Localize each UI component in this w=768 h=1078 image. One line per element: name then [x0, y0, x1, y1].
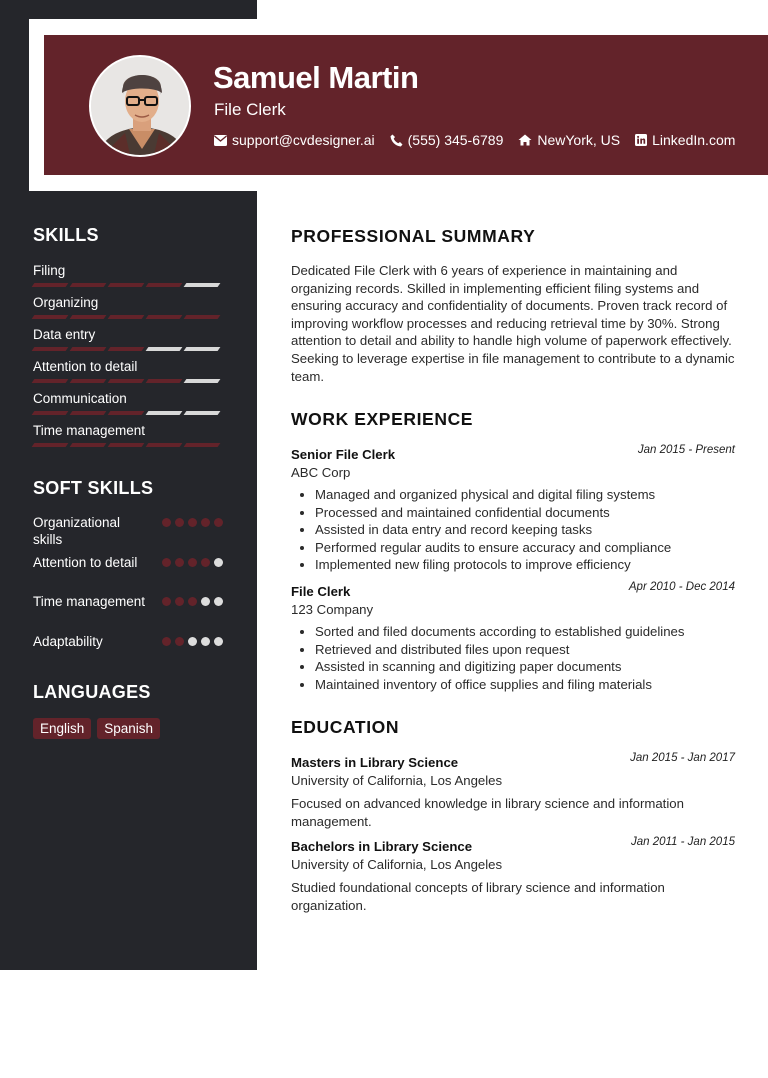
skill-level-segment [32, 443, 69, 447]
rating-dot [162, 518, 171, 527]
rating-dot [188, 558, 197, 567]
rating-dot [162, 597, 171, 606]
skill-item [33, 262, 223, 294]
skill-label: Communication [33, 391, 127, 406]
skill-level-segment [70, 283, 107, 287]
experience-title: WORK EXPERIENCE [291, 409, 474, 429]
rating-dot [175, 558, 184, 567]
skill-level-segment [32, 379, 69, 383]
profile-photo-icon [91, 57, 191, 157]
skill-level-segment [184, 347, 221, 351]
job-bullet: • Maintained inventory of office supplies and filing materials [315, 676, 735, 694]
skill-level-segment [108, 347, 145, 351]
contact-linkedin-text: LinkedIn.com [652, 132, 736, 148]
rating-dot [188, 597, 197, 606]
skill-level-segment [146, 379, 183, 383]
contact-location [518, 132, 620, 148]
skill-level-segment [146, 347, 183, 351]
skill-level-bar [33, 411, 223, 415]
rating-dot [201, 518, 210, 527]
skill-level-segment [108, 411, 145, 415]
rating-dot [188, 518, 197, 527]
job-title: File Clerk [291, 584, 351, 599]
skill-level-segment [70, 347, 107, 351]
degree-description: Studied foundational concepts of library science and information organization. [291, 880, 665, 913]
rating-dot [201, 637, 210, 646]
job-entry [291, 583, 735, 693]
job-entry [291, 446, 735, 574]
skill-level-bar [33, 379, 223, 383]
soft-skill-rating [162, 554, 223, 593]
soft-skill-label: Adaptability [33, 634, 103, 649]
skill-label: Attention to detail [33, 359, 138, 374]
degree-title: Masters in Library Science [291, 755, 459, 770]
soft-skill-item [33, 514, 223, 554]
skill-level-bar [33, 283, 223, 287]
skill-level-segment [108, 283, 145, 287]
soft-skill-label: Time management [33, 594, 146, 609]
language-chip: Spanish [97, 718, 160, 739]
skill-level-segment [184, 315, 221, 319]
soft-skills-title: SOFT SKILLS [33, 478, 154, 498]
job-bullet: • Processed and maintained confidential documents [315, 504, 735, 522]
job-company: ABC Corp [291, 465, 351, 480]
soft-skill-label: Attention to detail [33, 555, 138, 570]
skill-level-segment [146, 411, 183, 415]
skill-level-segment [32, 411, 69, 415]
skill-level-segment [184, 283, 221, 287]
soft-skill-label: Organizational skills [33, 515, 121, 547]
education-title: EDUCATION [291, 717, 400, 737]
job-bullet: • Managed and organized physical and digital filing systems [315, 486, 735, 504]
job-bullet: • Implemented new filing protocols to improve efficiency [315, 556, 735, 574]
school-name: University of California, Los Angeles [291, 857, 503, 872]
skill-item [33, 422, 223, 454]
skill-level-segment [32, 315, 69, 319]
rating-dot [214, 597, 223, 606]
envelope-icon [214, 135, 227, 146]
skill-level-segment [70, 443, 107, 447]
soft-skill-rating [162, 593, 223, 633]
skill-label: Data entry [33, 327, 96, 342]
contact-phone-text: (555) 345-6789 [407, 132, 504, 148]
skill-level-bar [33, 443, 223, 447]
job-bullet: • Sorted and filed documents according to established guidelines [315, 623, 735, 641]
skill-level-segment [70, 379, 107, 383]
rating-dot [188, 637, 197, 646]
job-company: 123 Company [291, 602, 374, 617]
soft-skill-rating [162, 633, 223, 653]
skill-level-segment [70, 411, 107, 415]
contact-location-text: NewYork, US [537, 132, 621, 148]
contact-email[interactable] [214, 132, 375, 148]
degree-title: Bachelors in Library Science [291, 839, 473, 854]
rating-dot [214, 518, 223, 527]
skill-level-segment [70, 315, 107, 319]
skill-level-segment [146, 443, 183, 447]
job-bullets [291, 486, 735, 574]
skill-level-bar [33, 347, 223, 351]
rating-dot [162, 637, 171, 646]
rating-dot [201, 558, 210, 567]
job-dates: Jan 2015 - Present [637, 444, 735, 456]
skill-level-segment [184, 443, 221, 447]
rating-dot [214, 558, 223, 567]
degree-description: Focused on advanced knowledge in library science and information management. [291, 796, 684, 829]
soft-skill-item [33, 593, 223, 633]
job-bullets [291, 623, 735, 693]
rating-dot [175, 637, 184, 646]
avatar [89, 55, 191, 157]
contact-email-text: support@cvdesigner.ai [232, 132, 375, 148]
job-bullet: • Performed regular audits to ensure accuracy and compliance [315, 539, 735, 557]
languages-title: LANGUAGES [33, 682, 151, 702]
skill-level-segment [108, 315, 145, 319]
degree-dates: Jan 2015 - Jan 2017 [630, 752, 735, 764]
contact-phone[interactable] [390, 132, 504, 148]
rating-dot [201, 597, 210, 606]
candidate-name: Samuel Martin [213, 60, 419, 95]
skill-level-segment [108, 443, 145, 447]
phone-icon [390, 134, 403, 147]
skill-level-bar [33, 315, 223, 319]
skill-label: Filing [33, 263, 66, 278]
degree-dates: Jan 2011 - Jan 2015 [630, 836, 735, 848]
contact-list [214, 132, 735, 148]
skills-list [33, 262, 223, 454]
skill-level-segment [146, 315, 183, 319]
job-dates: Apr 2010 - Dec 2014 [628, 581, 735, 593]
skill-item [33, 294, 223, 326]
soft-skill-item [33, 633, 223, 653]
summary-title: PROFESSIONAL SUMMARY [291, 226, 536, 246]
rating-dot [162, 558, 171, 567]
skill-level-segment [146, 283, 183, 287]
linkedin-icon [635, 134, 647, 146]
languages-list [33, 718, 160, 739]
rating-dot [214, 637, 223, 646]
language-chip: English [33, 718, 91, 739]
skill-level-segment [32, 283, 69, 287]
education-entry [291, 754, 735, 830]
contact-linkedin[interactable] [635, 132, 735, 148]
job-bullet: • Assisted in scanning and digitizing paper documents [315, 658, 735, 676]
soft-skill-item [33, 554, 223, 593]
skill-label: Time management [33, 423, 146, 438]
skill-level-segment [184, 411, 221, 415]
summary-text: Dedicated File Clerk with 6 years of experience in maintaining and organizing records. Skilled in implementing efficient filing systems and ensuring accuracy and confidentiality of documents. Proven track record of improving workflow processes and reducing retrieval time by 30%. Strong attention to detail and ability to handle high volume of paperwork effectively. Seeking to leverage expertise in file management to contribute to a dynamic team. [291, 263, 735, 384]
skills-title: SKILLS [33, 225, 99, 245]
skill-level-segment [108, 379, 145, 383]
skill-item [33, 358, 223, 390]
skill-level-segment [184, 379, 221, 383]
education-entry [291, 838, 735, 914]
soft-skill-rating [162, 514, 223, 554]
home-icon [518, 134, 532, 146]
rating-dot [175, 518, 184, 527]
job-title: Senior File Clerk [291, 447, 396, 462]
candidate-role: File Clerk [214, 100, 286, 119]
skill-label: Organizing [33, 295, 99, 310]
skill-item [33, 326, 223, 358]
job-bullet: • Assisted in data entry and record keeping tasks [315, 521, 735, 539]
rating-dot [175, 597, 184, 606]
job-bullet: • Retrieved and distributed files upon request [315, 641, 735, 659]
skill-level-segment [32, 347, 69, 351]
soft-skills-list [33, 514, 223, 653]
school-name: University of California, Los Angeles [291, 773, 503, 788]
skill-item [33, 390, 223, 422]
